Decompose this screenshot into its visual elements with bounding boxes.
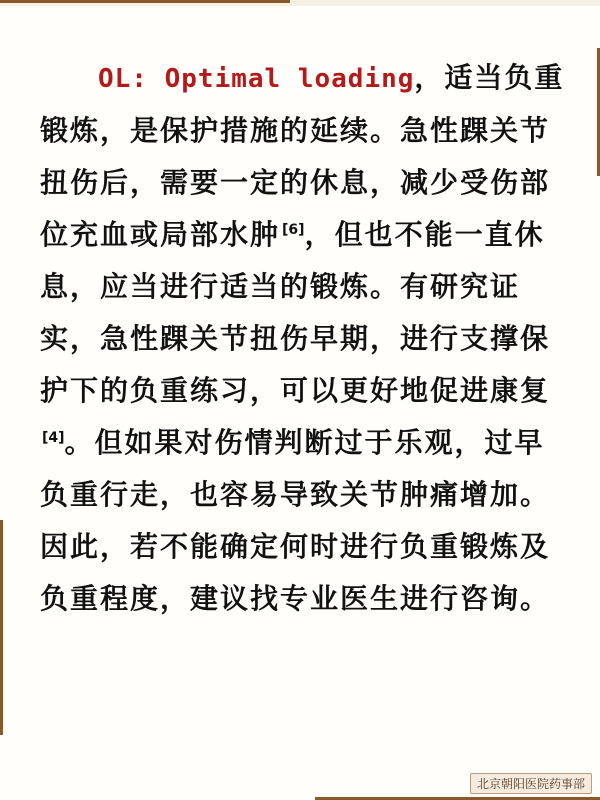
watermark-label: 北京朝阳医院药事部 — [470, 773, 592, 794]
citation-ref-4: [4] — [42, 429, 65, 446]
article-paragraph — [40, 52, 570, 625]
left-accent-line — [0, 520, 3, 735]
term-highlight: OL: Optimal loading — [98, 64, 415, 94]
article-body — [40, 52, 570, 625]
citation-ref-6: [6] — [282, 221, 305, 238]
top-left-accent-line — [0, 0, 290, 3]
article-text-segment-2: ，但也不能一直休息，应当进行适当的锻炼。有研究证实，急性踝关节扭伤早期，进行支撑保护下的负重练习，可以更好地促进康复 — [40, 218, 551, 407]
article-text-segment-3: 。但如果对伤情判断过于乐观，过早负重行走，也容易导致关节肿痛增加。因此，若不能确定何时进行负重锻炼及负重程度，建议找专业医生进行咨询。 — [40, 426, 551, 615]
article-text-segment-1: ，适当负重锻炼，是保护措施的延续。急性踝关节扭伤后，需要一定的休息，减少受伤部位充血或局部水肿 — [40, 61, 565, 251]
